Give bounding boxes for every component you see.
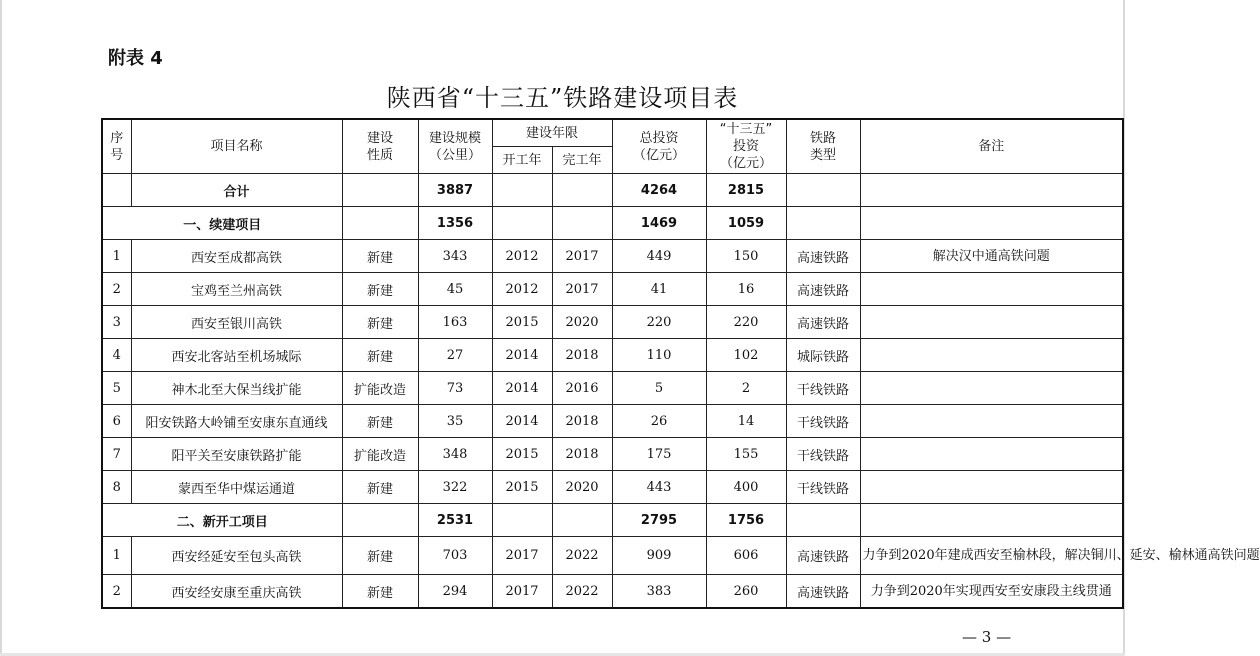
row-nature: 新建	[342, 575, 418, 609]
row-total-invest: 26	[612, 405, 706, 438]
table-row	[102, 438, 1123, 471]
row-nature: 新建	[342, 240, 418, 273]
appendix-label: 附表 4	[108, 48, 163, 69]
row-fyp-invest: 400	[706, 471, 786, 504]
row-seq: 2	[102, 575, 131, 609]
section-scale: 2531	[418, 504, 492, 537]
page-number: — 3 —	[962, 628, 1012, 646]
table-row	[102, 339, 1123, 372]
row-start: 2014	[492, 372, 552, 405]
section-label: 二、新开工项目	[102, 504, 342, 537]
row-nature: 扩能改造	[342, 438, 418, 471]
row-rail-type: 干线铁路	[786, 372, 860, 405]
total-row	[102, 174, 1123, 207]
row-end: 2022	[552, 537, 612, 575]
row-end: 2018	[552, 405, 612, 438]
row-nature: 新建	[342, 405, 418, 438]
table-row	[102, 240, 1123, 273]
table-row	[102, 471, 1123, 504]
row-seq: 6	[102, 405, 131, 438]
row-seq: 8	[102, 471, 131, 504]
row-fyp-invest: 606	[706, 537, 786, 575]
row-nature: 新建	[342, 273, 418, 306]
row-fyp-invest: 16	[706, 273, 786, 306]
row-note: 解决汉中通高铁问题	[860, 240, 1123, 273]
row-fyp-invest: 155	[706, 438, 786, 471]
section-total-invest: 2795	[612, 504, 706, 537]
row-start: 2015	[492, 471, 552, 504]
row-scale: 35	[418, 405, 492, 438]
row-end: 2018	[552, 339, 612, 372]
row-total-invest: 909	[612, 537, 706, 575]
row-fyp-invest: 150	[706, 240, 786, 273]
row-scale: 163	[418, 306, 492, 339]
row-rail-type: 干线铁路	[786, 438, 860, 471]
row-rail-type: 高速铁路	[786, 537, 860, 575]
row-total-invest: 449	[612, 240, 706, 273]
row-scale: 343	[418, 240, 492, 273]
total-nature	[342, 174, 418, 207]
row-total-invest: 175	[612, 438, 706, 471]
section-scale: 1356	[418, 207, 492, 240]
header-rail-type: 铁路 类型	[786, 119, 860, 174]
railway-projects-table	[101, 118, 1260, 609]
row-rail-type: 高速铁路	[786, 306, 860, 339]
row-note	[860, 438, 1123, 471]
row-start: 2015	[492, 306, 552, 339]
row-note: 力争到2020年建成西安至榆林段，解决铜川、延安、榆林通高铁问题	[860, 537, 1123, 575]
header-seq: 序 号	[102, 119, 131, 174]
row-name: 阳平关至安康铁路扩能	[131, 438, 342, 471]
row-start: 2012	[492, 240, 552, 273]
row-note	[860, 339, 1123, 372]
row-total-invest: 41	[612, 273, 706, 306]
row-rail-type: 高速铁路	[786, 575, 860, 609]
row-name: 宝鸡至兰州高铁	[131, 273, 342, 306]
row-end: 2016	[552, 372, 612, 405]
row-total-invest: 220	[612, 306, 706, 339]
row-fyp-invest: 260	[706, 575, 786, 609]
row-seq: 1	[102, 537, 131, 575]
row-name: 西安北客站至机场城际	[131, 339, 342, 372]
header-end: 完工年	[552, 147, 612, 174]
row-seq: 1	[102, 240, 131, 273]
row-name: 蒙西至华中煤运通道	[131, 471, 342, 504]
row-total-invest: 443	[612, 471, 706, 504]
total-fyp-invest: 2815	[706, 174, 786, 207]
total-seq	[102, 174, 131, 207]
row-start: 2012	[492, 273, 552, 306]
table-row	[102, 575, 1123, 609]
row-fyp-invest: 102	[706, 339, 786, 372]
row-start: 2015	[492, 438, 552, 471]
row-total-invest: 383	[612, 575, 706, 609]
row-seq: 7	[102, 438, 131, 471]
row-scale: 73	[418, 372, 492, 405]
row-end: 2020	[552, 471, 612, 504]
header-scale: 建设规模 （公里）	[418, 119, 492, 174]
row-fyp-invest: 220	[706, 306, 786, 339]
row-seq: 5	[102, 372, 131, 405]
row-end: 2018	[552, 438, 612, 471]
row-note	[860, 273, 1123, 306]
total-scale: 3887	[418, 174, 492, 207]
row-note	[860, 405, 1123, 438]
header-note: 备注	[860, 119, 1123, 174]
row-end: 2017	[552, 273, 612, 306]
row-note	[860, 306, 1123, 339]
row-scale: 322	[418, 471, 492, 504]
row-start: 2014	[492, 405, 552, 438]
row-rail-type: 干线铁路	[786, 405, 860, 438]
row-rail-type: 干线铁路	[786, 471, 860, 504]
row-end: 2022	[552, 575, 612, 609]
total-label: 合计	[131, 174, 342, 207]
row-rail-type: 高速铁路	[786, 273, 860, 306]
section-row-new	[102, 504, 1123, 537]
table-row	[102, 306, 1123, 339]
header-start: 开工年	[492, 147, 552, 174]
row-seq: 3	[102, 306, 131, 339]
row-nature: 新建	[342, 306, 418, 339]
row-rail-type: 城际铁路	[786, 339, 860, 372]
section-label: 一、续建项目	[102, 207, 342, 240]
row-seq: 2	[102, 273, 131, 306]
table-row	[102, 537, 1123, 575]
row-rail-type: 高速铁路	[786, 240, 860, 273]
header-nature: 建设 性质	[342, 119, 418, 174]
row-fyp-invest: 2	[706, 372, 786, 405]
row-end: 2017	[552, 240, 612, 273]
header-name: 项目名称	[131, 119, 342, 174]
row-scale: 294	[418, 575, 492, 609]
row-end: 2020	[552, 306, 612, 339]
header-total-invest: 总投资 （亿元）	[612, 119, 706, 174]
row-name: 西安经延安至包头高铁	[131, 537, 342, 575]
row-name: 西安经安康至重庆高铁	[131, 575, 342, 609]
row-start: 2017	[492, 575, 552, 609]
row-note	[860, 471, 1123, 504]
table-row	[102, 372, 1123, 405]
section-row-continuing	[102, 207, 1123, 240]
section-total-invest: 1469	[612, 207, 706, 240]
row-name: 西安至成都高铁	[131, 240, 342, 273]
row-name: 西安至银川高铁	[131, 306, 342, 339]
row-scale: 45	[418, 273, 492, 306]
header-fyp-invest: “十三五” 投资 （亿元）	[706, 119, 786, 174]
row-scale: 703	[418, 537, 492, 575]
header-period: 建设年限	[492, 119, 612, 147]
section-fyp-invest: 1756	[706, 504, 786, 537]
row-name: 神木北至大保当线扩能	[131, 372, 342, 405]
section-fyp-invest: 1059	[706, 207, 786, 240]
row-nature: 新建	[342, 339, 418, 372]
row-total-invest: 110	[612, 339, 706, 372]
row-start: 2017	[492, 537, 552, 575]
row-seq: 4	[102, 339, 131, 372]
row-nature: 新建	[342, 537, 418, 575]
row-start: 2014	[492, 339, 552, 372]
page-title: 陕西省“十三五”铁路建设项目表	[386, 84, 739, 112]
table-row	[102, 405, 1123, 438]
row-note: 力争到2020年实现西安至安康段主线贯通	[860, 575, 1123, 609]
row-fyp-invest: 14	[706, 405, 786, 438]
row-note	[860, 372, 1123, 405]
row-nature: 扩能改造	[342, 372, 418, 405]
row-scale: 348	[418, 438, 492, 471]
table-row	[102, 273, 1123, 306]
row-nature: 新建	[342, 471, 418, 504]
row-name: 阳安铁路大岭铺至安康东直通线	[131, 405, 342, 438]
row-total-invest: 5	[612, 372, 706, 405]
row-scale: 27	[418, 339, 492, 372]
total-invest: 4264	[612, 174, 706, 207]
